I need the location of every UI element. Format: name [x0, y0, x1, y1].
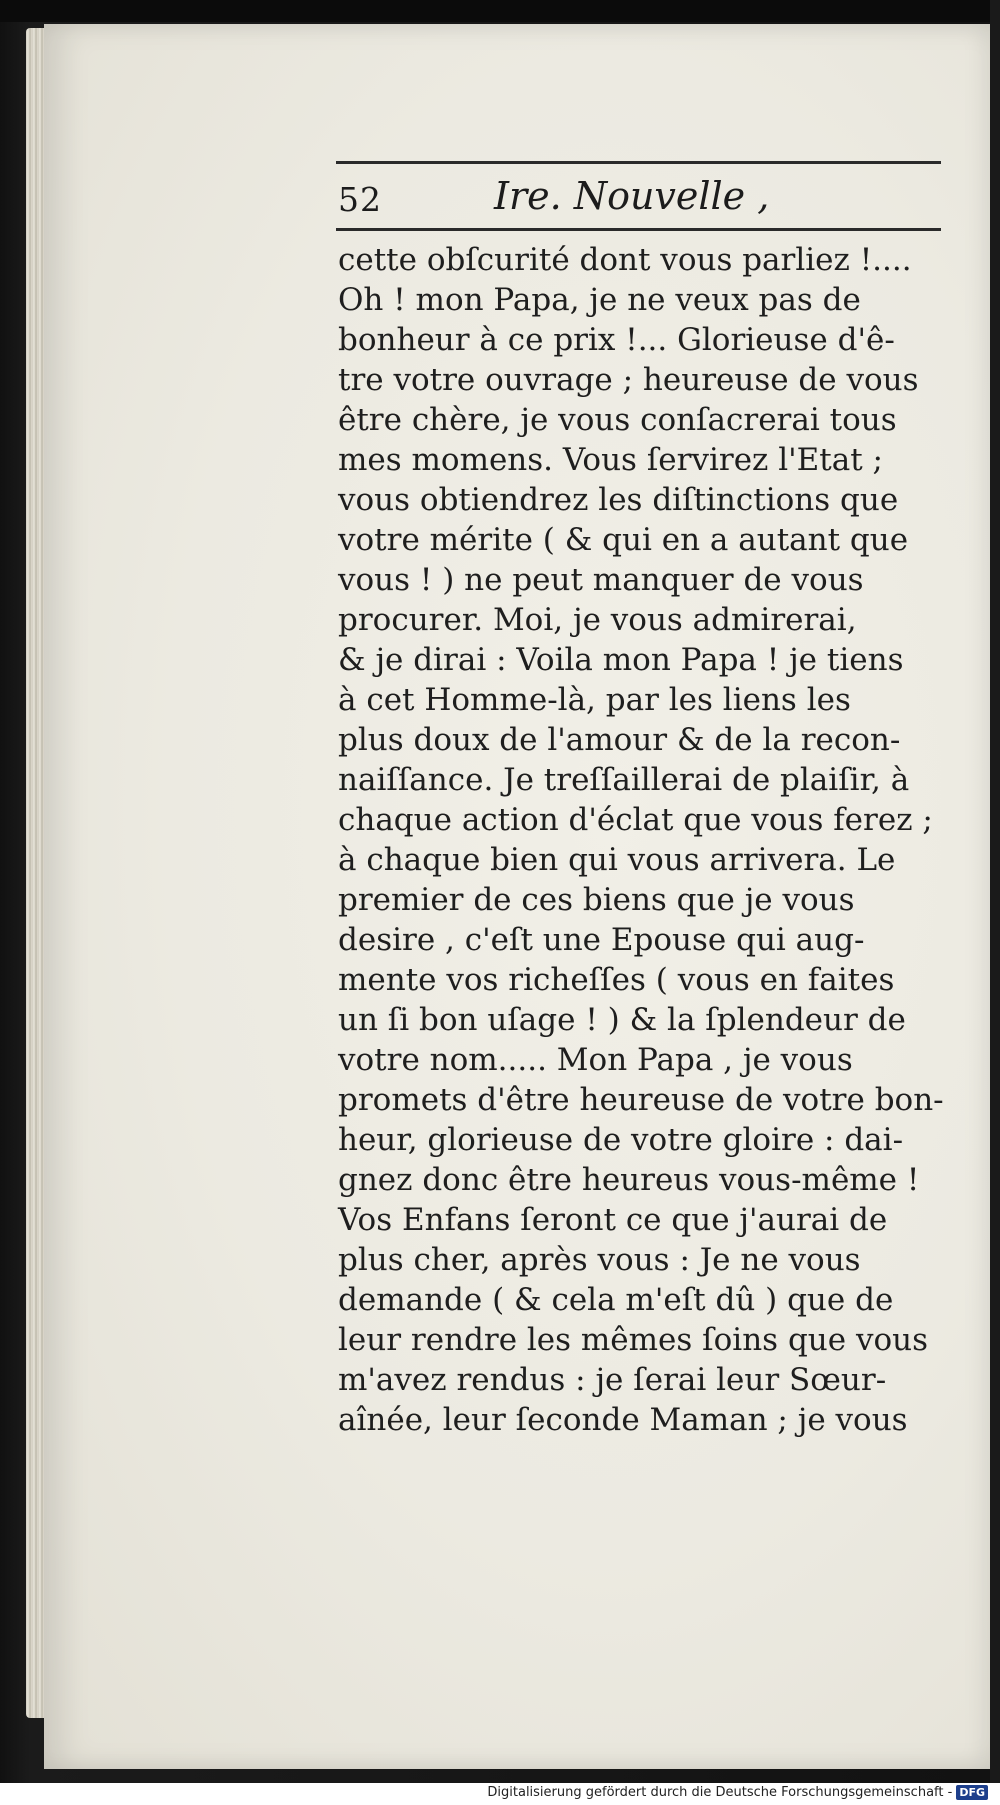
- text-line: mente vos richeſſes ( vous en faites: [338, 962, 895, 998]
- text-line: procurer. Moi, je vous admirerai,: [338, 602, 857, 638]
- text-line: heur, glorieuse de votre gloire : dai-: [338, 1122, 904, 1158]
- text-line: Vos Enfans ſeront ce que j'aurai de: [338, 1202, 888, 1238]
- text-line: naiſſance. Je treſſaillerai de plaiſir, à: [338, 762, 910, 798]
- dfg-logo: DFG: [956, 1785, 988, 1800]
- text-line: & je dirai : Voila mon Papa ! je tiens: [338, 642, 904, 678]
- text-line: gnez donc être heureus vous-même !: [338, 1162, 920, 1198]
- page-number: 52: [338, 180, 382, 219]
- text-line: promets d'être heureuse de votre bon-: [338, 1082, 944, 1118]
- text-line: premier de ces biens que je vous: [338, 882, 855, 918]
- text-line: votre nom..... Mon Papa , je vous: [338, 1042, 853, 1078]
- text-line: aînée, leur ſeconde Maman ; je vous: [338, 1402, 908, 1438]
- text-line: bonheur à ce prix !... Glorieuse d'ê-: [338, 322, 895, 358]
- text-line: un ſi bon uſage ! ) & la ſplendeur de: [338, 1002, 906, 1038]
- digitization-credit: [487, 1785, 988, 1800]
- text-line: desire , c'eſt une Epouse qui aug-: [338, 922, 865, 958]
- credit-text: Digitalisierung gefördert durch die Deutsche Forschungsgemeinschaft -: [487, 1785, 953, 1800]
- text-line: cette obſcurité dont vous parliez !....: [338, 242, 912, 278]
- header-underline-rule: [336, 228, 941, 231]
- text-line: à cet Homme-là, par les liens les: [338, 682, 851, 718]
- text-line: plus cher, après vous : Je ne vous: [338, 1242, 861, 1278]
- text-line: à chaque bien qui vous arrivera. Le: [338, 842, 896, 878]
- running-head-title: Ire. Nouvelle ,: [494, 174, 770, 218]
- text-line: Oh ! mon Papa, je ne veux pas de: [338, 282, 861, 318]
- text-line: tre votre ouvrage ; heureuse de vous: [338, 362, 919, 398]
- text-line: votre mérite ( & qui en a autant que: [338, 522, 909, 558]
- body-text: [338, 240, 958, 1440]
- text-line: plus doux de l'amour & de la recon-: [338, 722, 901, 758]
- text-line: m'avez rendus : je ſerai leur Sœur-: [338, 1362, 887, 1398]
- text-line: être chère, je vous conſacrerai tous: [338, 402, 897, 438]
- text-line: leur rendre les mêmes ſoins que vous: [338, 1322, 928, 1358]
- scan-right-border: [990, 0, 1000, 1805]
- scan-top-border: [0, 0, 1000, 22]
- header-rule: [336, 161, 941, 164]
- running-head: [336, 168, 941, 224]
- text-line: vous obtiendrez les diſtinctions que: [338, 482, 899, 518]
- text-line: demande ( & cela m'eſt dû ) que de: [338, 1282, 894, 1318]
- text-line: vous ! ) ne peut manquer de vous: [338, 562, 864, 598]
- text-line: chaque action d'éclat que vous ferez ;: [338, 802, 933, 838]
- text-line: mes momens. Vous ſervirez l'Etat ;: [338, 442, 883, 478]
